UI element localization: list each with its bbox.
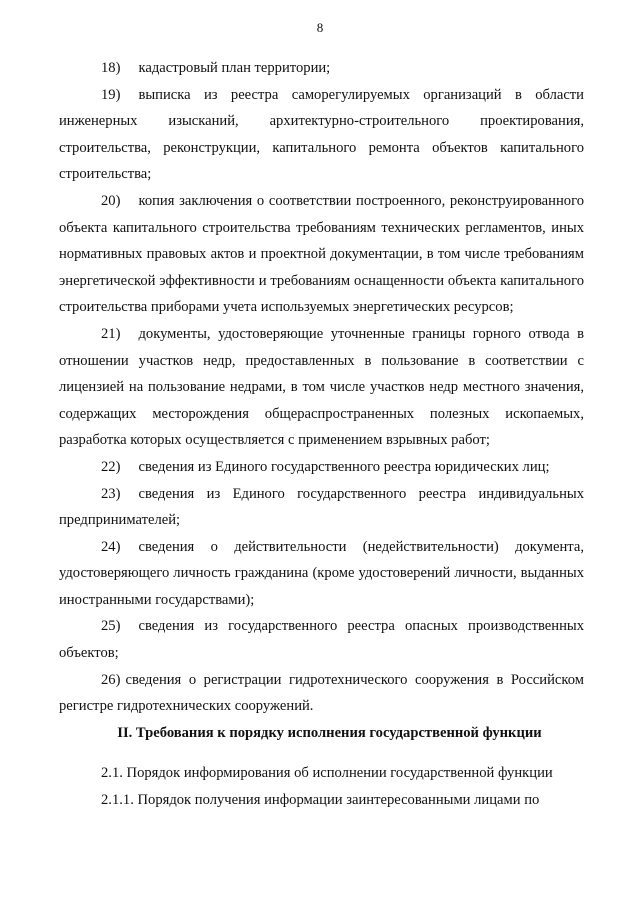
list-item-text: кадастровый план территории; (138, 60, 331, 76)
list-item-text: сведения о регистрации гидротехнического сооружения в Российском регистре гидротехнических сооружений. (59, 671, 584, 715)
list-item-number: 21) (101, 325, 121, 342)
subsection-title: 2.1. Порядок информирования об исполнении государственной функции (101, 765, 553, 782)
list-item (59, 481, 584, 534)
list-item-number: 20) (101, 192, 121, 209)
list-item (59, 534, 584, 614)
list-item-text: выписка из реестра саморегулируемых организаций в области инженерных изысканий, архитектурно-строительного проектирования, строительства, реконструкции, капитального ремонта объектов капитального строительства; (59, 86, 584, 183)
list-item-text: сведения из Единого государственного реестра юридических лиц; (138, 458, 550, 475)
list-item-number: 19) (101, 86, 121, 103)
list-item-text: сведения о действительности (недействительности) документа, удостоверяющего личность гражданина (кроме удостоверений личности, выданных иностранными государствами); (59, 538, 584, 608)
subsection-paragraph: 2.1.1. Порядок получения информации заинтересованными лицами по (101, 792, 540, 809)
list-item-text: копия заключения о соответствии построенного, реконструированного объекта капитального строительства требованиям технических регламентов, иных нормативных правовых актов и проектной документации, в том числе требованиям энергетической эффективности и требованиям оснащенности объекта капитального строительства приборами учета используемых энергетических ресурсов; (59, 192, 584, 316)
list-item (59, 188, 584, 321)
page-number: 8 (316, 20, 324, 35)
list-item-text: сведения из государственного реестра опасных производственных объектов; (59, 618, 584, 662)
list-item-text: сведения из Единого государственного реестра индивидуальных предпринимателей; (59, 485, 584, 529)
list-item (59, 667, 584, 720)
document-body (59, 55, 584, 814)
list-item-number: 22) (101, 458, 121, 475)
list-item (59, 82, 584, 188)
spacer (59, 746, 584, 760)
list-item (59, 321, 584, 454)
list-item (59, 55, 584, 82)
section-heading: II. Требования к порядку исполнения государственной функции (117, 724, 542, 741)
list-item (59, 613, 584, 666)
list-item (59, 454, 584, 481)
list-item-number: 24) (101, 538, 121, 555)
list-item-number: 25) (101, 618, 121, 635)
list-item-number: 26) (101, 671, 121, 688)
list-item-number: 23) (101, 485, 121, 502)
list-item-text: документы, удостоверяющие уточненные границы горного отвода в отношении участков недр, предоставленных в пользование в соответствии с лицензией на пользование недрами, в том числе участков недр местного значения, содержащих месторождения общераспространенных полезных ископаемых, разработка которых осуществляется с применением взрывных работ; (59, 325, 584, 449)
list-item-number: 18) (101, 60, 121, 76)
